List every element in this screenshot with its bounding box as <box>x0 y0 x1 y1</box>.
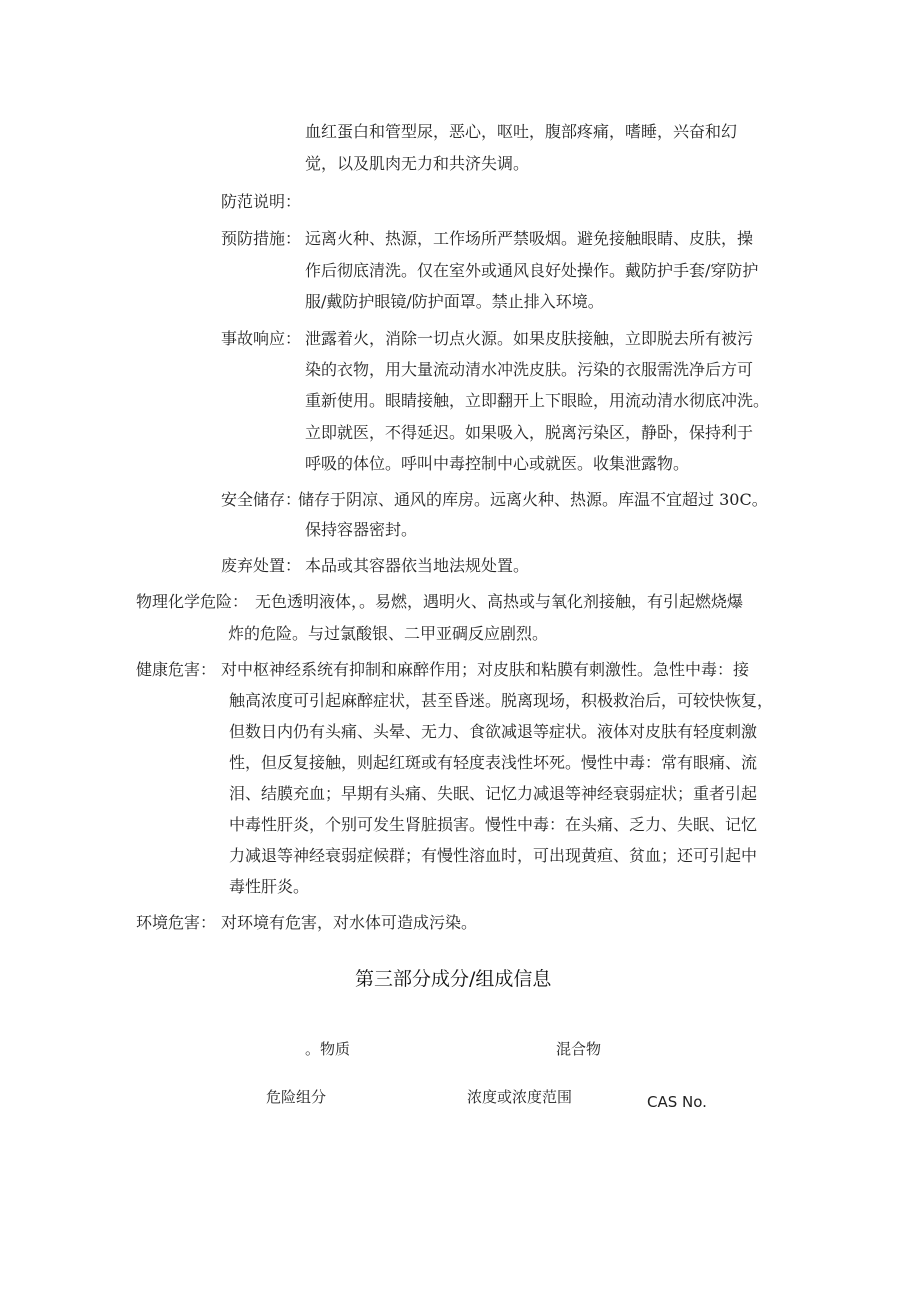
health-label: 健康危害： <box>136 660 217 679</box>
col-concentration: 浓度或浓度范围 <box>467 1088 573 1106</box>
response-line-5: 呼吸的体位。呼叫中毒控制中心或就医。收集泄露物。 <box>305 454 690 473</box>
health-line-5: 泪、结膜充血；早期有头痛、失眠、记忆力减退等神经衰弱症状；重者引起 <box>229 784 758 803</box>
env-label: 环境危害： <box>136 913 217 932</box>
response-line-4: 立即就医，不得延迟。如果吸入，脱离污染区，静卧，保持利于 <box>305 423 754 442</box>
health-line-3: 但数日内仍有头痛、头晕、无力、食欲减退等症状。液体对皮肤有轻度刺激 <box>229 722 758 741</box>
env-text: 对环境有危害，对水体可造成污染。 <box>221 913 478 932</box>
health-line-2: 触高浓度可引起麻醉症状，甚至昏迷。脱离现场，积极救治后，可较快恢复， <box>229 691 774 710</box>
response-label: 事故响应： <box>221 329 302 348</box>
col-hazardous-component: 危险组分 <box>266 1088 327 1106</box>
health-line-1: 对中枢神经系统有抑制和麻醉作用；对皮肤和粘膜有刺激性。急性中毒：接 <box>221 660 750 679</box>
substance-label: 。物质 <box>305 1040 351 1058</box>
prevention-line-1: 远离火种、热源，工作场所严禁吸烟。避免接触眼睛、皮肤，操 <box>305 229 754 248</box>
health-line-8: 毒性肝炎。 <box>229 877 310 896</box>
mixture-label: 混合物 <box>556 1040 602 1058</box>
response-line-3: 重新使用。眼睛接触，立即翻开上下眼睑，用流动清水彻底冲洗。 <box>305 391 770 410</box>
col-cas-no: CAS No. <box>647 1093 707 1111</box>
prevention-line-2: 作后彻底清洗。仅在室外或通风良好处操作。戴防护手套/穿防护 <box>305 261 759 280</box>
response-line-2: 染的衣物，用大量流动清水冲洗皮肤。污染的衣服需洗净后方可 <box>305 360 754 379</box>
storage-line-1: 储存于阴凉、通风的库房。远离火种、热源。库温不宜超过 30C。 <box>298 490 768 509</box>
physchem-label: 物理化学危险： <box>136 592 249 611</box>
prevention-label: 预防措施： <box>221 229 302 248</box>
disposal-line-1: 本品或其容器依当地法规处置。 <box>305 556 530 575</box>
symptoms-line-2: 觉，以及肌肉无力和共济失调。 <box>305 154 530 173</box>
health-line-7: 力减退等神经衰弱症候群；有慢性溶血时，可出现黄疸、贫血；还可引起中 <box>229 846 758 865</box>
storage-line-2: 保持容器密封。 <box>305 520 418 539</box>
precaution-title: 防范说明： <box>221 192 302 211</box>
storage-label: 安全储存： <box>221 490 302 509</box>
response-line-1: 泄露着火，消除一切点火源。如果皮肤接触，立即脱去所有被污 <box>305 329 754 348</box>
physchem-line-1: 无色透明液体，。易燃，遇明火、高热或与氧化剂接触，有引起燃烧爆 <box>255 592 744 611</box>
health-line-4: 性，但反复接触，则起红斑或有轻度表浅性坏死。慢性中毒：常有眼痛、流 <box>229 753 758 772</box>
health-line-6: 中毒性肝炎，个别可发生肾脏损害。慢性中毒：在头痛、乏力、失眠、记忆 <box>229 815 758 834</box>
physchem-line-2: 炸的危险。与过氯酸银、二甲亚碉反应剧烈。 <box>228 624 549 643</box>
section3-title: 第三部分成分/组成信息 <box>355 968 552 990</box>
disposal-label: 废弃处置： <box>221 556 302 575</box>
prevention-line-3: 服/戴防护眼镜/防护面罩。禁止排入环境。 <box>305 292 604 311</box>
symptoms-line-1: 血红蛋白和管型尿，恶心，呕吐，腹部疼痛，嗜睡，兴奋和幻 <box>305 122 738 141</box>
